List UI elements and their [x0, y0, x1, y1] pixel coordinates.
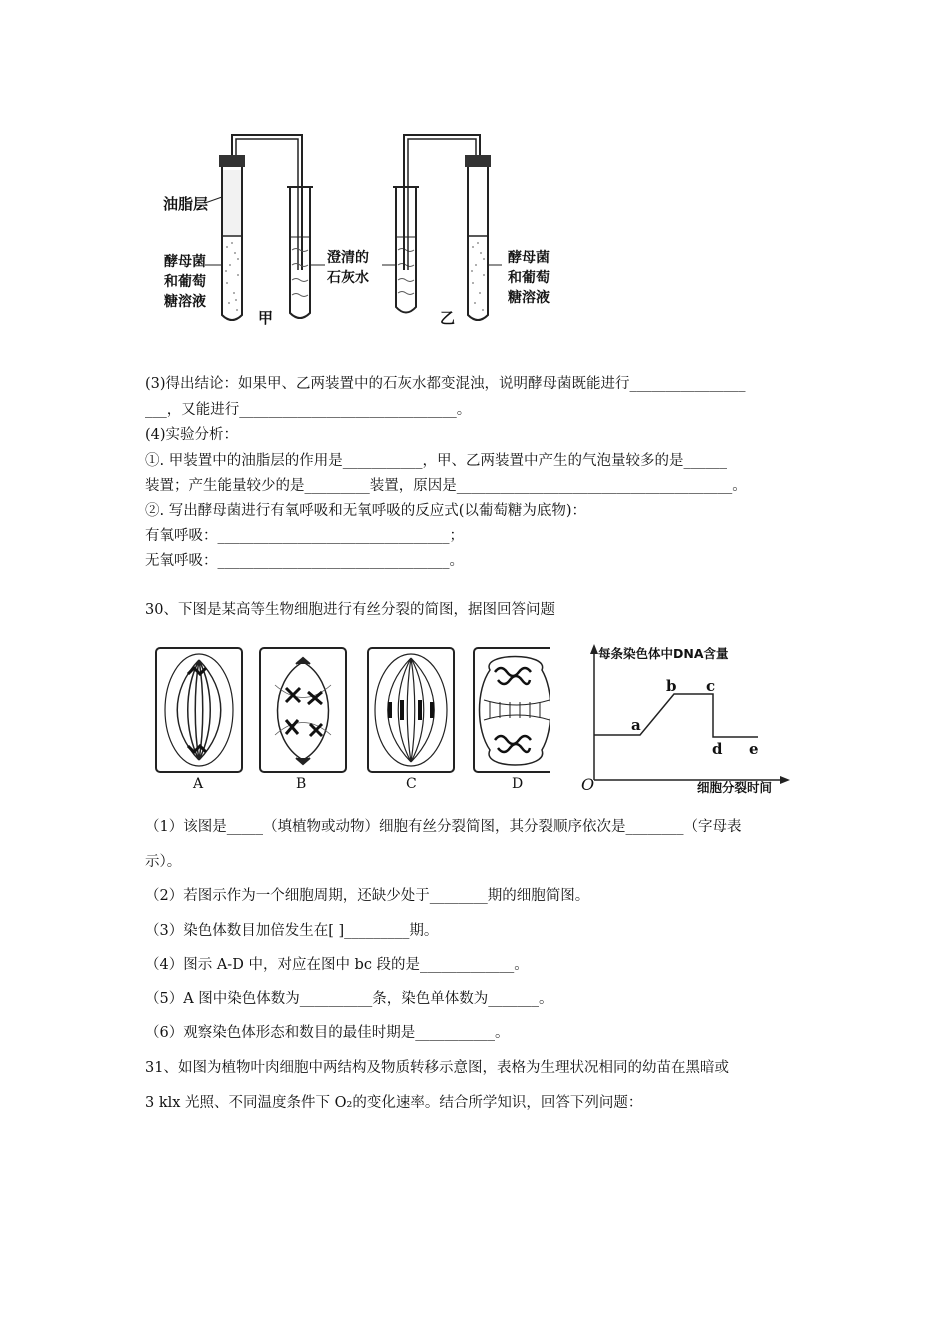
label-oil-layer: 油脂层	[163, 195, 209, 213]
label-yeast-left-1: 酵母菌	[164, 254, 206, 270]
cell-c	[368, 648, 454, 772]
label-jia: 甲	[258, 309, 274, 327]
cell-label-b: B	[296, 776, 307, 792]
yeast-apparatus-figure	[150, 125, 570, 335]
q30-sub2: （2）若图示作为一个细胞周期，还缺少处于________期的细胞简图。	[145, 888, 590, 904]
q4-line3: ②. 写出酵母菌进行有氧呼吸和无氧呼吸的反应式(以葡萄糖为底物)：	[145, 503, 587, 519]
label-yi: 乙	[440, 309, 456, 327]
q4-line1: ①. 甲装置中的油脂层的作用是___________，甲、乙两装置中产生的气泡量较多的是______	[145, 453, 727, 469]
yeast-dots-right	[471, 242, 485, 311]
cell-label-a: A	[193, 776, 204, 792]
cell-b	[260, 648, 346, 772]
cell-d	[474, 648, 550, 772]
q30-sub1-b: 示）。	[145, 854, 182, 870]
q4-title: (4)实验分析：	[145, 427, 239, 443]
label-limewater-2: 石灰水	[327, 270, 369, 286]
q30-title: 30、下图是某高等生物细胞进行有丝分裂的简图，据图回答问题	[145, 602, 555, 618]
graph-point-e: e	[749, 740, 759, 758]
label-limewater-1: 澄清的	[327, 250, 369, 266]
dna-curve	[594, 694, 758, 737]
q4-line2: 装置；产生能量较少的是_________装置，原因是______________________________________。	[145, 478, 747, 494]
label-yeast-left-2: 和葡萄	[164, 274, 206, 290]
q31-line1: 31、如图为植物叶肉细胞中两结构及物质转移示意图，表格为生理状况相同的幼苗在黑暗或	[145, 1060, 729, 1076]
q4-aerobic: 有氧呼吸：________________________________；	[145, 528, 464, 544]
yeast-dots-left	[225, 242, 239, 311]
graph-point-b: b	[666, 677, 677, 695]
q3-line1: (3)得出结论：如果甲、乙两装置中的石灰水都变混浊，说明酵母菌既能进行________________	[145, 376, 746, 392]
cell-label-c: C	[406, 776, 417, 792]
label-yeast-left	[164, 252, 206, 312]
graph-point-a: a	[631, 716, 641, 734]
q30-sub1-a: （1）该图是_____（填植物或动物）细胞有丝分裂简图，其分裂顺序依次是________（字母表	[145, 819, 742, 835]
q31-line2: 3 klx 光照、不同温度条件下 O₂的变化速率。结合所学知识，回答下列问题：	[145, 1095, 643, 1111]
label-yeast-right	[508, 248, 550, 308]
graph-ylabel: 每条染色体中DNA含量	[598, 646, 729, 661]
label-yeast-left-3: 糖溶液	[164, 294, 206, 310]
limewater-tube-jia	[290, 187, 310, 318]
label-yeast-right-3: 糖溶液	[508, 290, 550, 306]
oil-layer-region	[223, 170, 241, 235]
q30-sub6: （6）观察染色体形态和数目的最佳时期是___________。	[145, 1025, 510, 1041]
mitosis-cells-figure	[150, 640, 550, 800]
graph-xlabel: 细胞分裂时间	[697, 780, 773, 795]
cell-a	[156, 648, 242, 772]
cell-label-d: D	[512, 776, 524, 792]
graph-point-d: d	[712, 740, 723, 758]
stopper-left	[219, 155, 245, 167]
label-limewater	[327, 248, 369, 288]
q3-line2: ___，又能进行______________________________。	[145, 402, 472, 418]
q4-anaerobic: 无氧呼吸：________________________________。	[145, 553, 464, 569]
stopper-right	[465, 155, 491, 167]
q30-sub5: （5）A 图中染色体数为__________条，染色单体数为_______。	[145, 991, 554, 1007]
graph-origin: O	[581, 775, 595, 794]
graph-point-c: c	[706, 677, 716, 695]
q30-sub4: （4）图示 A-D 中，对应在图中 bc 段的是_____________。	[145, 957, 529, 973]
label-yeast-right-2: 和葡萄	[508, 270, 550, 286]
label-yeast-right-1: 酵母菌	[508, 250, 550, 266]
q30-sub3: （3）染色体数目加倍发生在[ ]_________期。	[145, 923, 439, 939]
